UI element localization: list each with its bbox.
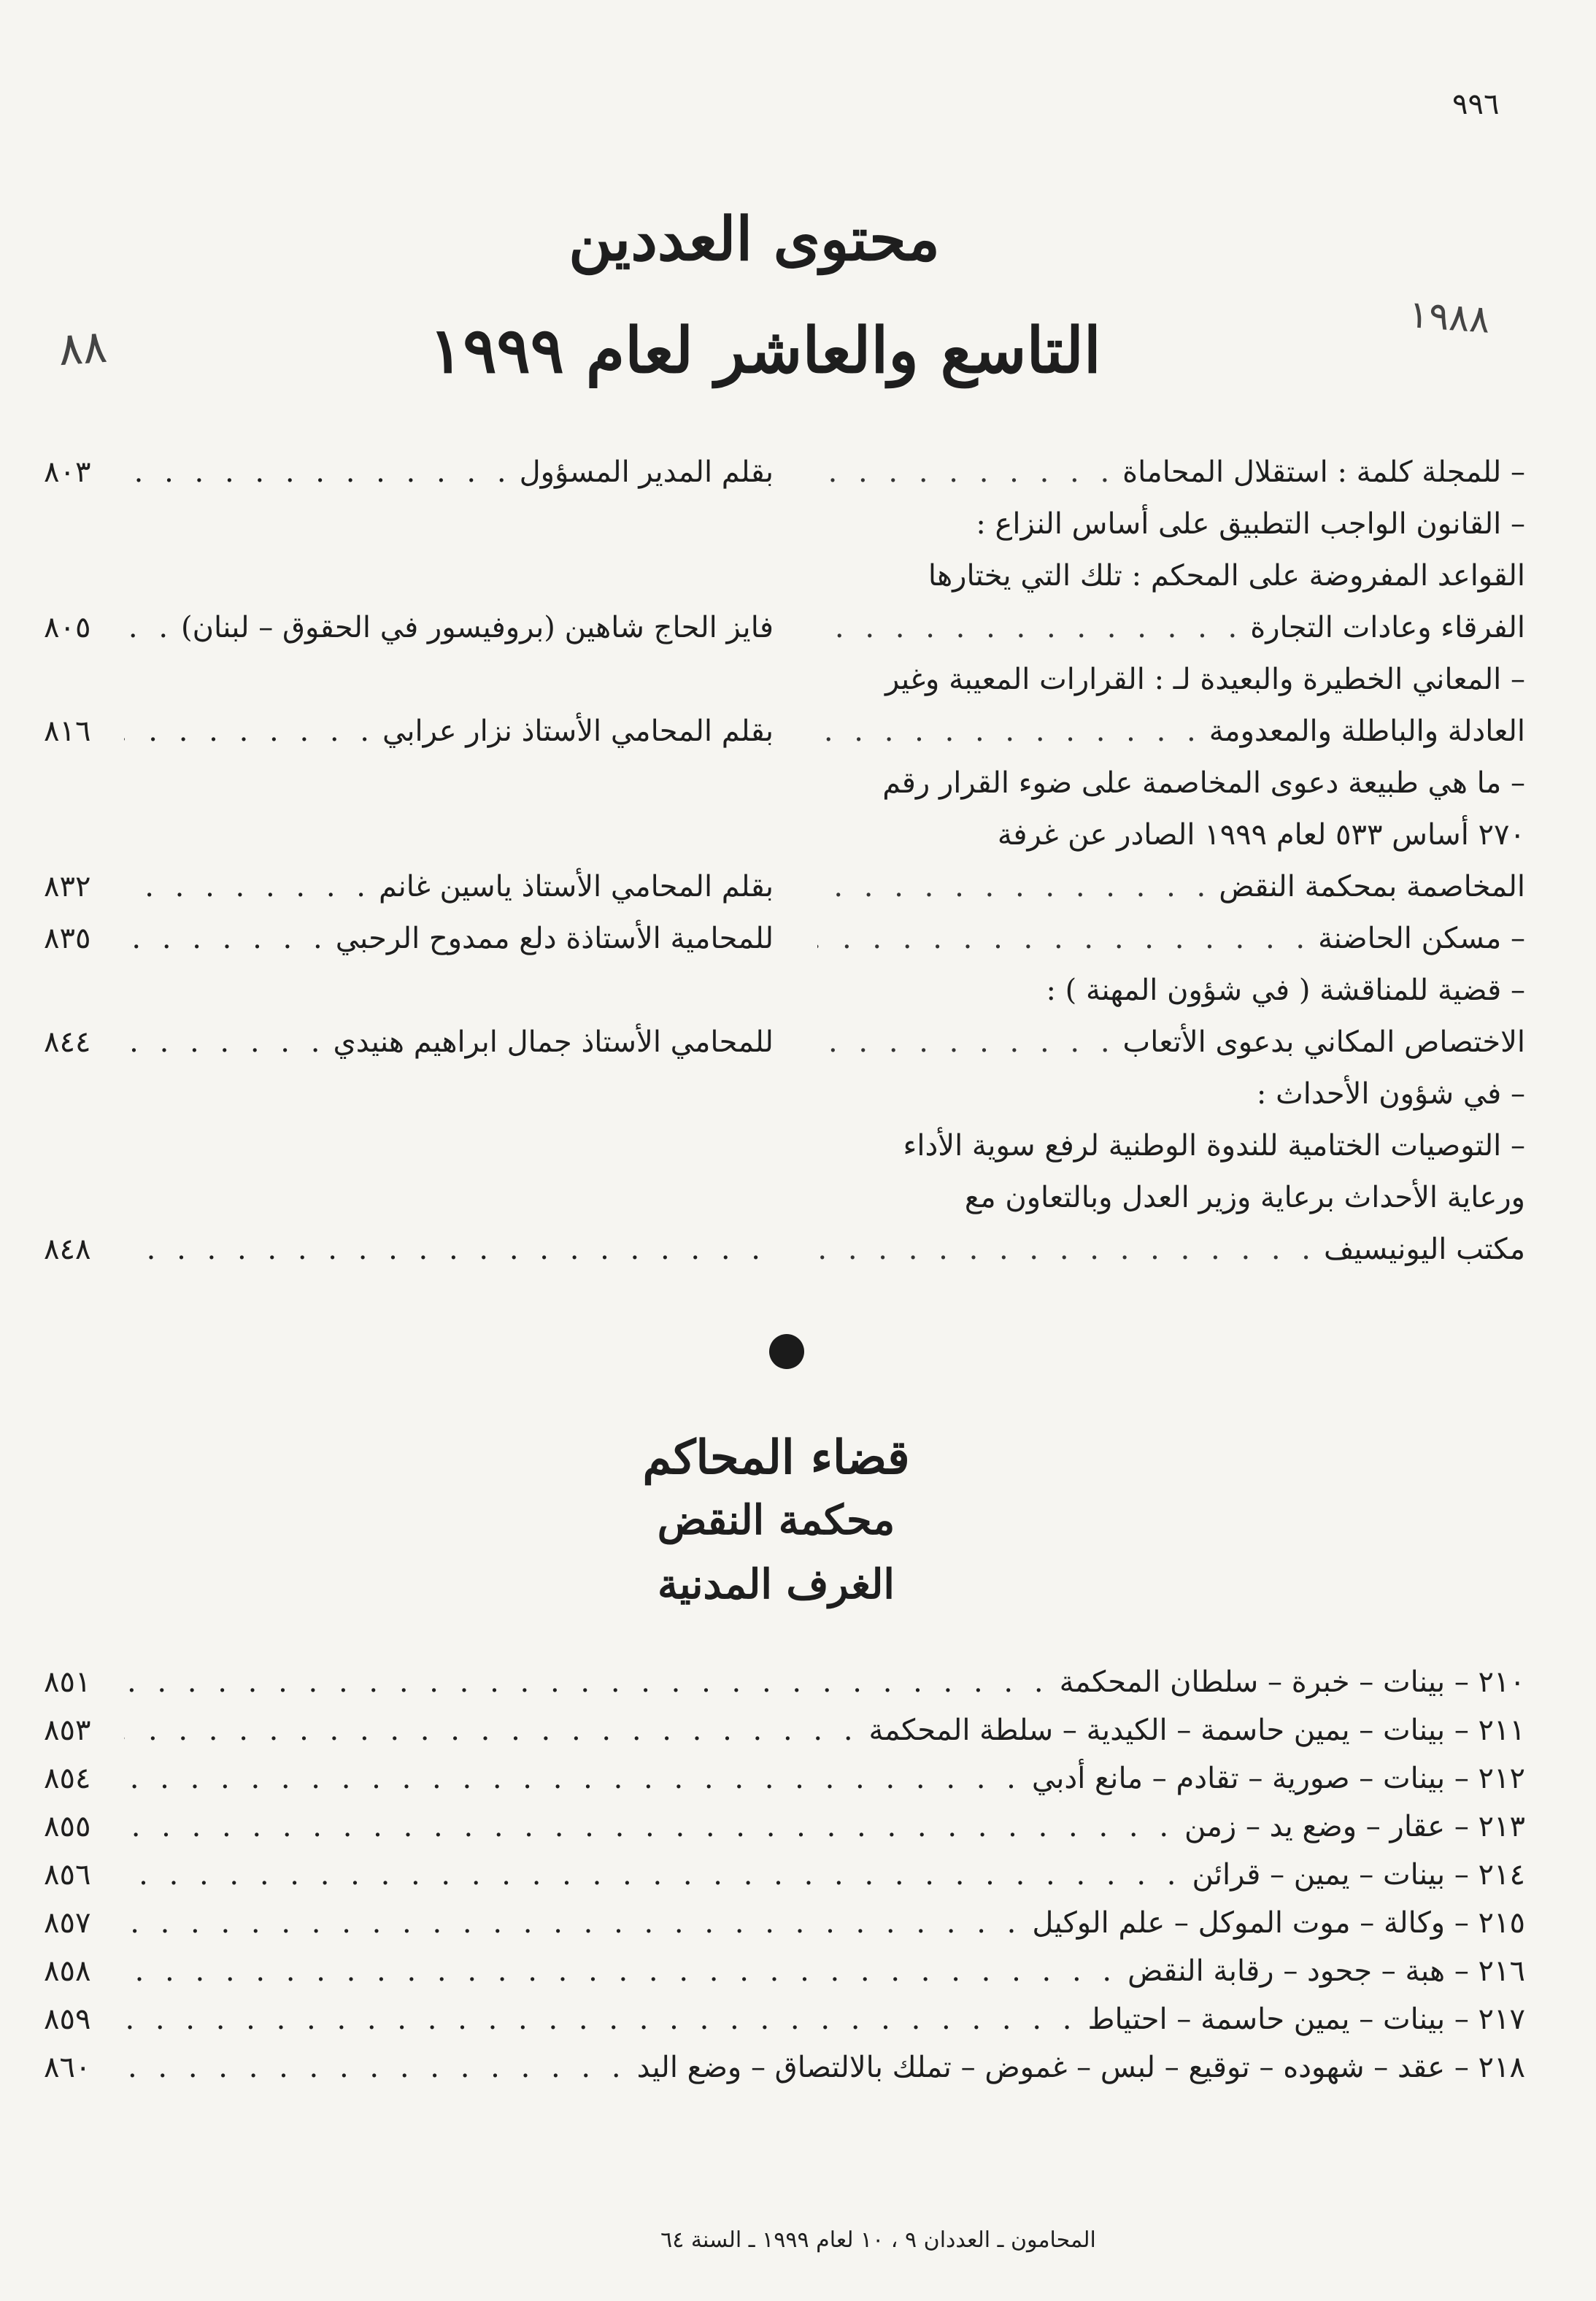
toc-list <box>44 447 1525 1276</box>
case-item: ٢١٦ – هبة – جحود – رقابة النقض . . . ٨٥٨ <box>44 1947 1525 1995</box>
case-page: ٨٦٠ <box>44 2051 91 2084</box>
page-footer: المحامون ـ العددان ٩ ، ١٠ لعام ١٩٩٩ ـ السنة ٦٤ <box>660 2227 1096 2253</box>
case-page: ٨٥١ <box>44 1665 91 1699</box>
case-page: ٨٥٩ <box>44 2003 91 2036</box>
section-divider-bullet <box>769 1334 804 1369</box>
case-list <box>44 1658 1525 2092</box>
toc-entry <box>44 1068 1525 1276</box>
toc-entry-author: بقلم المدير المسؤول . . . ٨٠٣ <box>44 447 774 498</box>
toc-entry-line: ورعاية الأحداث برعاية وزير العدل وبالتعاون مع <box>964 1181 1525 1214</box>
case-page: ٨٥٤ <box>44 1762 91 1795</box>
toc-entry <box>44 965 1525 1068</box>
toc-entry-line: – القانون الواجب التطبيق على أساس النزاع : <box>976 507 1525 541</box>
toc-entry-line: – في شؤون الأحداث : <box>1256 1077 1525 1111</box>
toc-entry-line: – ما هي طبيعة دعوى المخاصمة على ضوء القرار رقم <box>882 766 1525 800</box>
toc-entry-line: – قضية للمناقشة ( في شؤون المهنة ) : <box>1046 974 1525 1007</box>
toc-entry <box>44 654 1525 758</box>
case-page: ٨٥٥ <box>44 1810 91 1843</box>
toc-entry <box>44 913 1525 965</box>
case-page: ٨٥٣ <box>44 1714 91 1747</box>
toc-entry-line: الفرقاء وعادات التجارة . . . <box>817 602 1525 654</box>
toc-entry <box>44 758 1525 913</box>
toc-entry <box>44 498 1525 654</box>
toc-entry-page: ٨٤٨ <box>44 1233 91 1266</box>
toc-entry-page: ٨١٦ <box>44 714 91 748</box>
toc-entry <box>44 447 1525 498</box>
section-heading: قضاء المحاكم <box>642 1430 910 1485</box>
case-item: ٢١٠ – بينات – خبرة – سلطان المحكمة . . . ٨٥١ <box>44 1658 1525 1706</box>
case-item: ٢١٣ – عقار – وضع يد – زمن . . . ٨٥٥ <box>44 1803 1525 1851</box>
toc-entry-page: ٨٣٢ <box>44 870 91 903</box>
toc-entry-author: بقلم المحامي الأستاذ نزار عرابي . . . ٨١٦ <box>44 706 774 758</box>
page-subtitle: التاسع والعاشر لعام ١٩٩٩ <box>429 314 1101 388</box>
toc-entry-author: للمحامي الأستاذ جمال ابراهيم هنيدي . . . ٨٤٤ <box>44 1017 774 1068</box>
case-page: ٨٥٨ <box>44 1954 91 1988</box>
toc-entry-line: ٢٧٠ أساس ٥٣٣ لعام ١٩٩٩ الصادر عن غرفة <box>997 818 1525 852</box>
toc-entry-line: الاختصاص المكاني بدعوى الأتعاب . . . <box>817 1017 1525 1068</box>
case-item: ٢١٢ – بينات – صورية – تقادم – مانع أدبي . . . ٨٥٤ <box>44 1754 1525 1803</box>
section-subheading: محكمة النقض <box>657 1496 895 1544</box>
toc-entry-line: – للمجلة كلمة : استقلال المحاماة . . . <box>817 447 1525 498</box>
toc-entry-line: – مسكن الحاضنة . . . <box>817 913 1525 965</box>
toc-entry-line: مكتب اليونيسيف . . . <box>817 1224 1525 1276</box>
toc-entry-author: للمحامية الأستاذة دلع ممدوح الرحبي . . . ٨٣٥ <box>44 913 774 965</box>
toc-entry-line: – التوصيات الختامية للندوة الوطنية لرفع سوية الأداء <box>903 1129 1525 1163</box>
page-title: محتوى العددين <box>568 204 940 274</box>
toc-entry-page: ٨٠٥ <box>44 611 91 644</box>
toc-entry-author: بقلم المحامي الأستاذ ياسين غانم . . . ٨٣٢ <box>44 861 774 913</box>
toc-entry-author: فايز الحاج شاهين (بروفيسور في الحقوق – لبنان) . . . ٨٠٥ <box>44 602 774 654</box>
case-page: ٨٥٦ <box>44 1858 91 1892</box>
toc-entry-line: القواعد المفروضة على المحكم : تلك التي يختارها <box>928 559 1525 593</box>
case-item: ٢١٥ – وكالة – موت الموكل – علم الوكيل . . . ٨٥٧ <box>44 1899 1525 1947</box>
page-number: ٩٩٦ <box>1452 88 1500 121</box>
toc-entry-line: المخاصمة بمحكمة النقض . . . <box>817 861 1525 913</box>
case-item: ٢١٨ – عقد – شهوده – توقيع – لبس – غموض – تملك بالالتصاق – وضع اليد . . . ٨٦٠ <box>44 2043 1525 2092</box>
case-item: ٢١١ – بينات – يمين حاسمة – الكيدية – سلطة المحكمة . . . ٨٥٣ <box>44 1706 1525 1754</box>
section-subheading-2: الغرف المدنية <box>658 1560 895 1608</box>
toc-entry-page: ٨٣٥ <box>44 922 91 955</box>
toc-entry-line: – المعاني الخطيرة والبعيدة لـ : القرارات المعيبة وغير <box>884 663 1525 696</box>
toc-entry-page: ٨٠٣ <box>44 455 91 489</box>
toc-entry-line: العادلة والباطلة والمعدومة . . . <box>817 706 1525 758</box>
toc-entry-author <box>44 1224 774 1276</box>
handwritten-note-left: ٨٨ <box>56 319 109 377</box>
handwritten-note-right: ١٩٨٨ <box>1407 293 1492 342</box>
case-item: ٢١٧ – بينات – يمين حاسمة – احتياط . . . ٨٥٩ <box>44 1995 1525 2043</box>
case-item: ٢١٤ – بينات – يمين – قرائن . . . ٨٥٦ <box>44 1851 1525 1899</box>
case-page: ٨٥٧ <box>44 1906 91 1940</box>
toc-entry-page: ٨٤٤ <box>44 1025 91 1059</box>
